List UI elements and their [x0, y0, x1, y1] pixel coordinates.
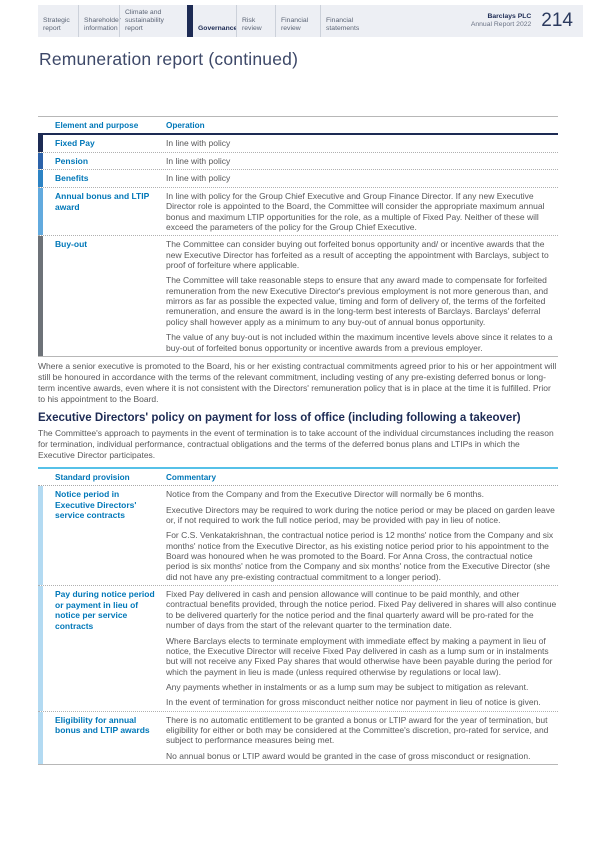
cell-paragraph: There is no automatic entitlement to be granted a bonus or LTIP award for the year of termination, but eligibility for either or both may be considered at the Committee's discretion, pro-rated for service, and subject to performance measures being met.: [166, 714, 549, 746]
cell-paragraph: Fixed Pay delivered in cash and pension allowance will continue to be paid monthly, and other contractual benefits provided, through the notice period. Fixed Pay delivered in shares will also continue to be delivered quarterly for the notice period and the final quarterly award will be pro-rated for the number of days from the start of the relevant quarter to the termination date.: [166, 589, 557, 631]
cell-paragraph: In line with policy: [166, 138, 231, 148]
header-tab-strip: [38, 5, 583, 37]
row-label: Fixed Pay: [55, 138, 95, 148]
table-row: [38, 236, 558, 356]
brand-report-year: Annual Report 2022: [470, 21, 532, 28]
tab-climate-and-sustainability-report[interactable]: Climate and sustainability report: [119, 5, 187, 37]
row-commentary: [161, 170, 558, 187]
cell-paragraph: For C.S. Venkatakrishnan, the contractual notice period is 12 months' notice from the Company and six months' notice from the Executive Director, as his existing notice period prior to his appointment to the Board was honoured when he was promoted to the Board. For Anna Cross, the contractual notice period is six months' notice from the Company and six months' notice from the Executive Director (she did not have any pre-existing contractual commitment to a longer period).: [166, 530, 554, 582]
page-title: Remuneration report (continued): [39, 49, 299, 69]
table-row: [38, 153, 558, 171]
row-label: Notice period in Executive Directors' service contracts: [55, 489, 137, 521]
row-commentary: [161, 236, 558, 356]
cell-paragraph: Executive Directors may be required to work during the notice period or may be placed on garden leave or, if not required to work the full notice period, may be provided with pay in lieu of notice.: [166, 504, 555, 525]
column-header: Standard provision: [55, 472, 130, 482]
table-row: [38, 135, 558, 153]
cell-paragraph: Notice from the Company and from the Executive Director will normally be 6 months.: [166, 489, 484, 500]
cell-paragraph: In the event of termination for gross misconduct neither notice nor payment in lieu of notice is given.: [166, 697, 541, 708]
brand-block: [471, 13, 539, 30]
cell-paragraph: In line with policy: [166, 173, 231, 184]
cell-paragraph: The Committee can consider buying out forfeited bonus opportunity and/ or incentive awards that the new Executive Director has forfeited as a result of accepting the appointment with Barclays, subject to proof of forfeiture where applicable.: [166, 239, 549, 271]
page-number: 214: [541, 10, 573, 31]
promotion-commitments-paragraph: Where a senior executive is promoted to the Board, his or her existing contractual commitments agreed prior to his or her appointment will still be honoured in accordance with the terms of the relevant commitment, including vesting of any pre-existing deferred bonus or long-term incentive awards, even where it is not consistent with the Directors' remuneration policy that is in place at the time it is fulfilled. Prior to his appointment to the Board.: [38, 360, 557, 405]
table-row: [38, 170, 558, 188]
tab-financial-review[interactable]: Financial review: [275, 5, 320, 37]
row-commentary: [161, 586, 558, 711]
row-commentary: [161, 486, 558, 585]
tab-financial-statements[interactable]: Financial statements: [320, 5, 364, 37]
row-label: Eligibility for annual bonus and LTIP awards: [55, 714, 150, 736]
brand-name: Barclays PLC: [487, 12, 532, 20]
column-header: Operation: [166, 120, 205, 130]
row-label: Pension: [55, 155, 89, 166]
cell-paragraph: The Committee will take reasonable steps to ensure that any award made to compensate for forfeited remuneration from the new Executive Director's previous employment is not more generous than, and mirrors as far as possible the expected value, timing and form of delivery of, the terms of the forfeited remuneration, and ensure the award is in the long-term best interests of Barclays. Barclays' deferral policy shall however apply as a minimum to any buy-out of annual bonus opportunity.: [166, 275, 548, 327]
table-row: [38, 586, 558, 712]
tab-risk-review[interactable]: Risk review: [236, 5, 275, 37]
table-header-row: [38, 469, 558, 486]
row-commentary: [161, 153, 558, 170]
cell-paragraph: No annual bonus or LTIP award would be granted in the case of gross misconduct or resignation.: [166, 750, 531, 761]
cell-paragraph: In line with policy for the Group Chief Executive and Group Finance Director. If any new Executive Director role is appointed to the Board, the Committee will consider the appropriate maximum annual bonus and maximum LTIP opportunities for the role, as a multiple of Fixed Pay. Neither of these will exceed the parameters of the policy for the Group Chief Executive.: [166, 190, 545, 232]
tab-shareholder-information[interactable]: Shareholder information: [78, 5, 119, 37]
loss-of-office-table: [38, 467, 558, 765]
cell-paragraph: Any payments whether in instalments or as a lump sum may be subject to mitigation as relevant.: [166, 681, 529, 692]
row-label: Benefits: [55, 173, 89, 184]
cell-paragraph: The value of any buy-out is not included within the maximum incentive levels above since it relates to a buy-out of forfeited bonus opportunity or incentive awards from a previous employer.: [166, 332, 553, 353]
appointment-policy-table: [38, 116, 558, 357]
row-commentary: [161, 135, 558, 152]
table-row: [38, 188, 558, 236]
row-commentary: [161, 712, 558, 764]
table-row: [38, 712, 558, 764]
table-row: [38, 486, 558, 586]
tab-strategic-report[interactable]: Strategic report: [43, 16, 70, 32]
loss-of-office-intro-paragraph: The Committee's approach to payments in the event of termination is to take account of the individual circumstances including the reason for termination, individual performance, contractual obligations and the terms of the deferred bonus plans and LTIPs in which the Executive Director participates.: [38, 428, 554, 461]
column-header: Element and purpose: [55, 120, 139, 130]
table-header-row: [38, 117, 558, 135]
row-label: Buy-out: [55, 239, 88, 250]
row-label: Annual bonus and LTIP award: [55, 190, 150, 212]
cell-paragraph: In line with policy: [166, 155, 231, 166]
column-header: Commentary: [166, 472, 217, 482]
tab-governance[interactable]: Governance: [187, 5, 236, 37]
loss-of-office-heading: Executive Directors' policy on payment for loss of office (including following a takeover): [38, 412, 521, 425]
row-commentary: [161, 188, 558, 235]
cell-paragraph: Where Barclays elects to terminate employment with immediate effect by making a payment in lieu of notice, the Executive Director will receive Fixed Pay delivered in cash as a lump sum or in instalments but will not receive any Fixed Pay shares that would otherwise have been payable during the period for which the payment in lieu is made (unless required otherwise by regulations or local law).: [166, 635, 553, 677]
row-label: Pay during notice period or payment in lieu of notice per service contracts: [55, 589, 155, 631]
